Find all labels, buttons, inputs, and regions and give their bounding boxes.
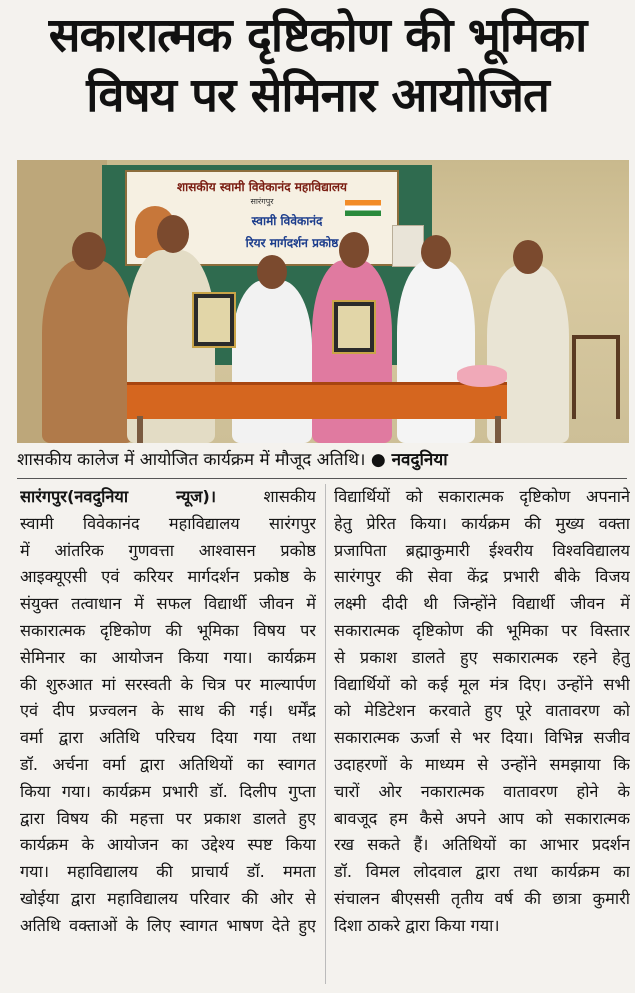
caption-text: शासकीय कालेज में आयोजित कार्यक्रम में मौजूद अतिथि। <box>17 450 366 470</box>
photo-head-3 <box>257 255 287 289</box>
photo-head-2 <box>157 215 189 253</box>
photo-caption <box>17 447 627 473</box>
photo-table-leg <box>495 416 501 443</box>
article-line: सकारात्मक दृष्टिकोण की भूमिका विषय पर <box>20 620 316 640</box>
article-line: को मेडिटेशन करवाते हुए पूरे वातावरण को <box>334 701 630 721</box>
article-line: डॉ. अर्चना वर्मा द्वारा अतिथियों का स्वागत <box>20 754 316 774</box>
article-line: कार्यक्रम के आयोजन का उद्देश्य स्पष्ट किया <box>20 835 316 855</box>
caption-rule <box>17 478 627 479</box>
article-line: चारों ओर नकारात्मक वातावरण होने के <box>334 781 630 801</box>
article-line: से प्रकाश डालते हुए सकारात्मक रहने हेतु <box>334 647 630 667</box>
photo-chair <box>572 335 620 419</box>
photo-person-1 <box>42 260 134 443</box>
article-line: संयुक्त तत्वाधान में सफल विद्यार्थी जीवन में <box>20 594 316 614</box>
article-line: सकारात्मक दृष्टिकोण की भूमिका पर विस्तार <box>334 620 630 640</box>
article-line: द्वारा विषय की महत्ता पर प्रकाश डालते हुए <box>20 808 316 828</box>
banner-town: सारंगपुर <box>250 197 274 206</box>
article-column-right <box>334 484 630 940</box>
headline <box>0 6 635 126</box>
photo-head-4 <box>339 232 369 268</box>
photo-table-leg <box>137 416 143 443</box>
photo-head-1 <box>72 232 106 270</box>
photo-cake <box>457 365 507 387</box>
article-line: एवं दीप प्रज्वलन के साथ की गई। धर्मेंद्र <box>20 701 316 721</box>
photo-wall-sign <box>392 225 424 267</box>
article-line: सेमिनार का आयोजन किया गया। कार्यक्रम <box>20 647 316 667</box>
banner-title: स्वामी विवेकानंद <box>251 214 323 228</box>
article-line: आइक्यूएसी एवं करियर मार्गदर्शन प्रकोष्ठ के <box>20 567 316 587</box>
article-line: सारंगपुर(नवदुनिया न्यूज)। शासकीय <box>20 487 316 506</box>
article-column-left <box>20 484 316 940</box>
article-line: में आंतरिक गुणवत्ता आश्वासन प्रकोष्ठ <box>20 540 316 560</box>
article-line: गया। महाविद्यालय की प्राचार्य डॉ. ममता <box>20 862 316 882</box>
article-line: सारंगपुर की सेवा केंद्र प्रभारी बीके विजय <box>334 567 630 587</box>
article-line: उदाहरणों के माध्यम से उन्होंने समझाया कि <box>334 754 630 774</box>
photo-table <box>127 382 507 419</box>
column-divider <box>325 484 326 984</box>
banner-college-name: शासकीय स्वामी विवेकानंद महाविद्यालय <box>177 180 347 194</box>
article-line: की शुरुआत मां सरस्वती के चित्र पर माल्यार्पण <box>20 674 316 694</box>
article-line: विद्यार्थियों को सकारात्मक दृष्टिकोण अपनाने <box>334 487 630 506</box>
article-line: लक्ष्मी दीदी थी जिन्होंने विद्यार्थी जीवन में <box>334 594 630 614</box>
article-line: बावजूद हम कैसे अपने आप को सकारात्मक <box>334 808 630 828</box>
article-line: विद्यार्थियों को कई मूल मंत्र दिए। उन्होंने सभी <box>334 674 630 694</box>
caption-source: ● नवदुनिया <box>370 450 448 470</box>
photo-certificate-2 <box>332 300 376 354</box>
headline-line-1: सकारात्मक दृष्टिकोण की भूमिका <box>48 8 587 63</box>
article-line: डॉ. विमल लोदवाल द्वारा तथा कार्यक्रम का <box>334 862 630 882</box>
article-line: किया गया। कार्यक्रम प्रभारी डॉ. दिलीप गुप्ता <box>20 781 316 801</box>
article-line: सकारात्मक ऊर्जा से भर दिया। विभिन्न सजीव <box>334 728 630 748</box>
article-line: संचालन बीएससी तृतीय वर्ष की छात्रा कुमारी <box>334 888 630 908</box>
article-line: रख सकते हैं। अतिथियों का आभार प्रदर्शन <box>334 835 630 855</box>
article-line: खोईया द्वारा महाविद्यालय परिवार की ओर से <box>20 888 316 908</box>
article-line: वर्मा द्वारा अतिथि परिचय दिया गया तथा <box>20 728 316 748</box>
photo-certificate-1 <box>192 292 236 348</box>
headline-line-2: विषय पर सेमिनार आयोजित <box>86 68 549 123</box>
event-photo <box>17 160 629 443</box>
article-line: हेतु प्रेरित किया। कार्यक्रम की मुख्य वक्ता <box>334 513 630 533</box>
article-line: दिशा ठाकरे द्वारा किया गया। <box>334 915 500 935</box>
article-dateline: सारंगपुर(नवदुनिया न्यूज)। <box>20 487 217 506</box>
article-line: अतिथि वक्ताओं के लिए स्वागत भाषण देते हुए <box>20 915 316 935</box>
banner-subtitle: रियर मार्गदर्शन प्रकोष्ठ <box>245 236 339 250</box>
photo-head-6 <box>513 240 543 274</box>
article-line: स्वामी विवेकानंद महाविद्यालय सारंगपुर <box>20 513 316 533</box>
article-line: प्रजापिता ब्रह्माकुमारी ईश्वरीय विश्वविद्यालय <box>334 540 630 560</box>
photo-head-5 <box>421 235 451 269</box>
